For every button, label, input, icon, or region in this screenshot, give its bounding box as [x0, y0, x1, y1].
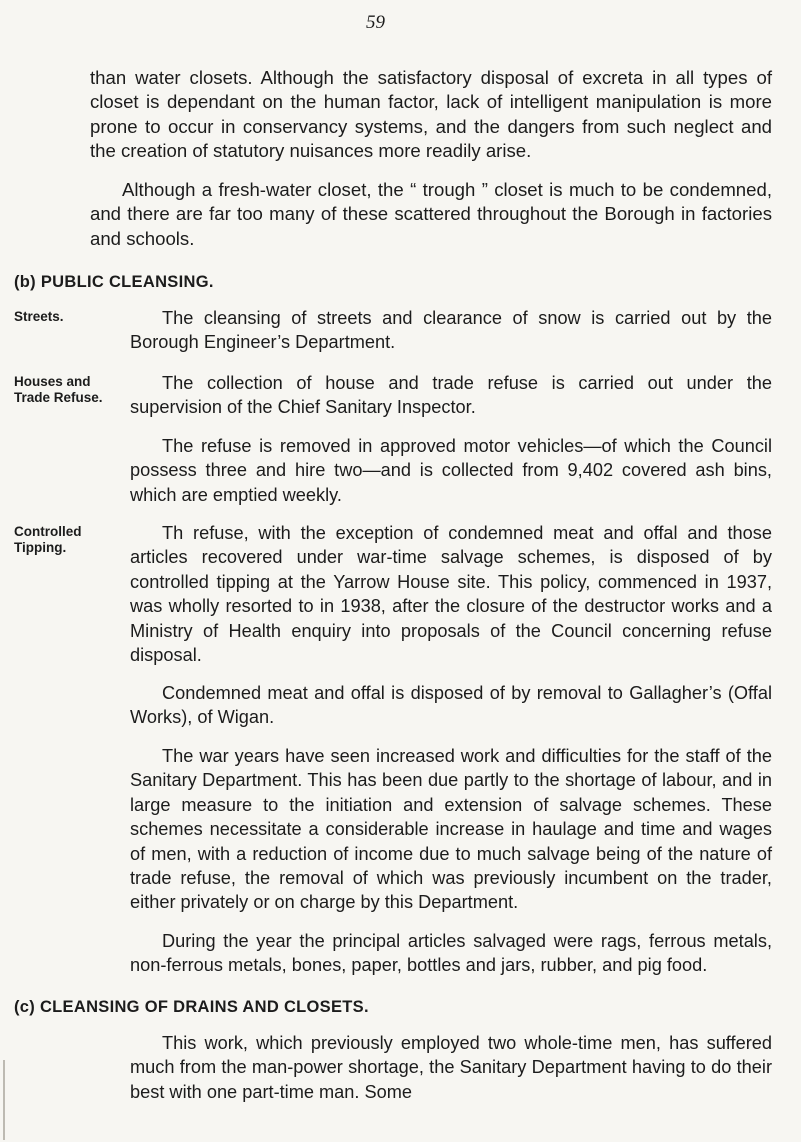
condemned-meat-paragraph: Condemned meat and offal is disposed of by removal to Gallagher’s (Offal Works), of Wigan.: [130, 683, 772, 728]
section-heading-public-cleansing: (b) PUBLIC CLEANSING.: [14, 273, 214, 291]
intro-paragraph-2: Although a fresh-water closet, the “ trough ” closet is much to be condemned, and there are far too many of these scattered throughout the Borough in factories and schools.: [90, 179, 772, 249]
section-heading-drains-closets: (c) CLEANSING OF DRAINS AND CLOSETS.: [14, 998, 369, 1016]
houses-paragraph: The collection of house and trade refuse is carried out under the supervision of the Chief Sanitary Inspector.: [130, 373, 772, 418]
margin-label-controlled-tipping: Controlled Tipping.: [14, 524, 82, 555]
drains-paragraph: This work, which previously employed two whole-time men, has suffered much from the man-power shortage, the Sanitary Department having to do their best with one part-time man. Some: [130, 1033, 772, 1102]
tipping-paragraph: Th refuse, with the exception of condemned meat and offal and those articles recovered under war-time salvage schemes, is disposed of by controlled tipping at the Yarrow House site. This policy, commenced in 1937, was wholly resorted to in 1938, after the closure of the destructor works and a Ministry of Health enquiry into proposals of the Council concerning refuse disposal.: [130, 523, 772, 666]
streets-paragraph: The cleansing of streets and clearance of snow is carried out by the Borough Engineer’s Department.: [130, 308, 772, 353]
page-edge-rule: [3, 1060, 5, 1140]
page-number: 59: [366, 12, 385, 33]
refuse-vehicles-paragraph: The refuse is removed in approved motor vehicles—of which the Council possess three and hire two—and is collected from 9,402 covered ash bins, which are emptied weekly.: [130, 436, 772, 505]
margin-label-houses-trade-refuse: Houses and Trade Refuse.: [14, 374, 103, 405]
margin-label-streets: Streets.: [14, 309, 64, 324]
intro-paragraph-1: than water closets. Although the satisfactory disposal of excreta in all types of closet is dependant on the human factor, lack of intelligent manipulation is more prone to occur in conservancy systems, and the dangers from such neglect and the creation of statutory nuisances more readily arise.: [90, 67, 772, 162]
war-years-paragraph: The war years have seen increased work and difficulties for the staff of the Sanitary Department. This has been due partly to the shortage of labour, and in large measure to the initiation and extension of salvage schemes. These schemes necessitate a considerable increase in haulage and time and wages of men, with a reduction of income due to much salvage being of the nature of trade refuse, the removal of which was previously incumbent on the trader, either privately or on charge by this Department.: [130, 746, 772, 913]
salvage-paragraph: During the year the principal articles salvaged were rags, ferrous metals, non-ferrous metals, bones, paper, bottles and jars, rubber, and pig food.: [130, 931, 772, 976]
